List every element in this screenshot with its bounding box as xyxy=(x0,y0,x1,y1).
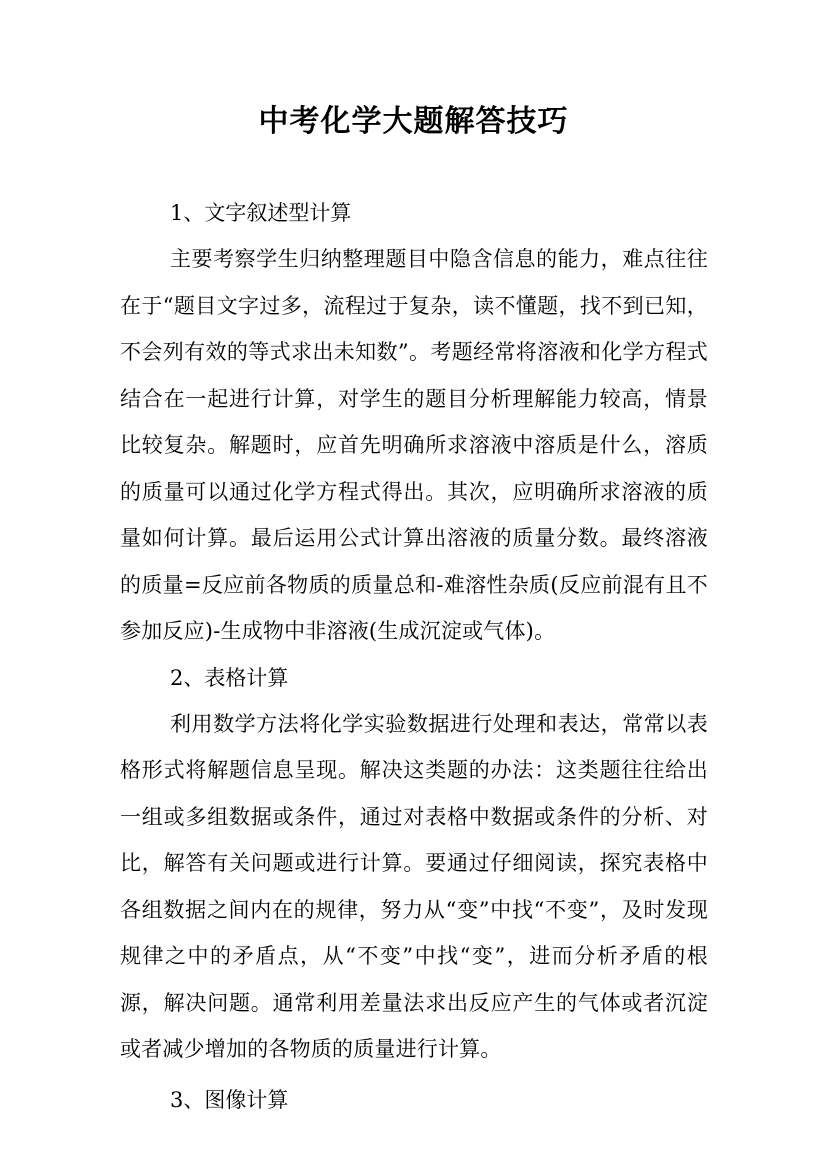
document-body xyxy=(120,190,708,1123)
section-3-heading: 3、图像计算 xyxy=(170,1087,289,1112)
section-2-paragraph: 利用数学方法将化学实验数据进行处理和表达，常常以表格形式将解题信息呈现。解决这类题的办法：这类题往往给出一组或多组数据或条件，通过对表格中数据或条件的分析、对比，解答有关问题或进行计算。要通过仔细阅读，探究表格中各组数据之间内在的规律，努力从“变”中找“不变”，及时发现规律之中的矛盾点，从“不变”中找“变”，进而分析矛盾的根源，解决问题。通常利用差量法求出反应产生的气体或者沉淀或者减少增加的各物质的质量进行计算。 xyxy=(120,711,708,1061)
document-title: 中考化学大题解答技巧 xyxy=(258,104,569,139)
section-1-paragraph: 主要考察学生归纳整理题目中隐含信息的能力，难点往往在于“题目文字过多，流程过于复杂，读不懂题，找不到已知，不会列有效的等式求出未知数”。考题经常将溶液和化学方程式结合在一起进行计算，对学生的题目分析理解能力较高，情景比较复杂。解题时，应首先明确所求溶液中溶质是什么，溶质的质量可以通过化学方程式得出。其次，应明确所求溶液的质量如何计算。最后运用公式计算出溶液的质量分数。最终溶液的质量=反应前各物质的质量总和-难溶性杂质(反应前混有且不参加反应)-生成物中非溶液(生成沉淀或气体)。 xyxy=(120,247,708,643)
section-2-heading: 2、表格计算 xyxy=(170,665,289,690)
section-1-heading: 1、文字叙述型计算 xyxy=(170,201,352,225)
